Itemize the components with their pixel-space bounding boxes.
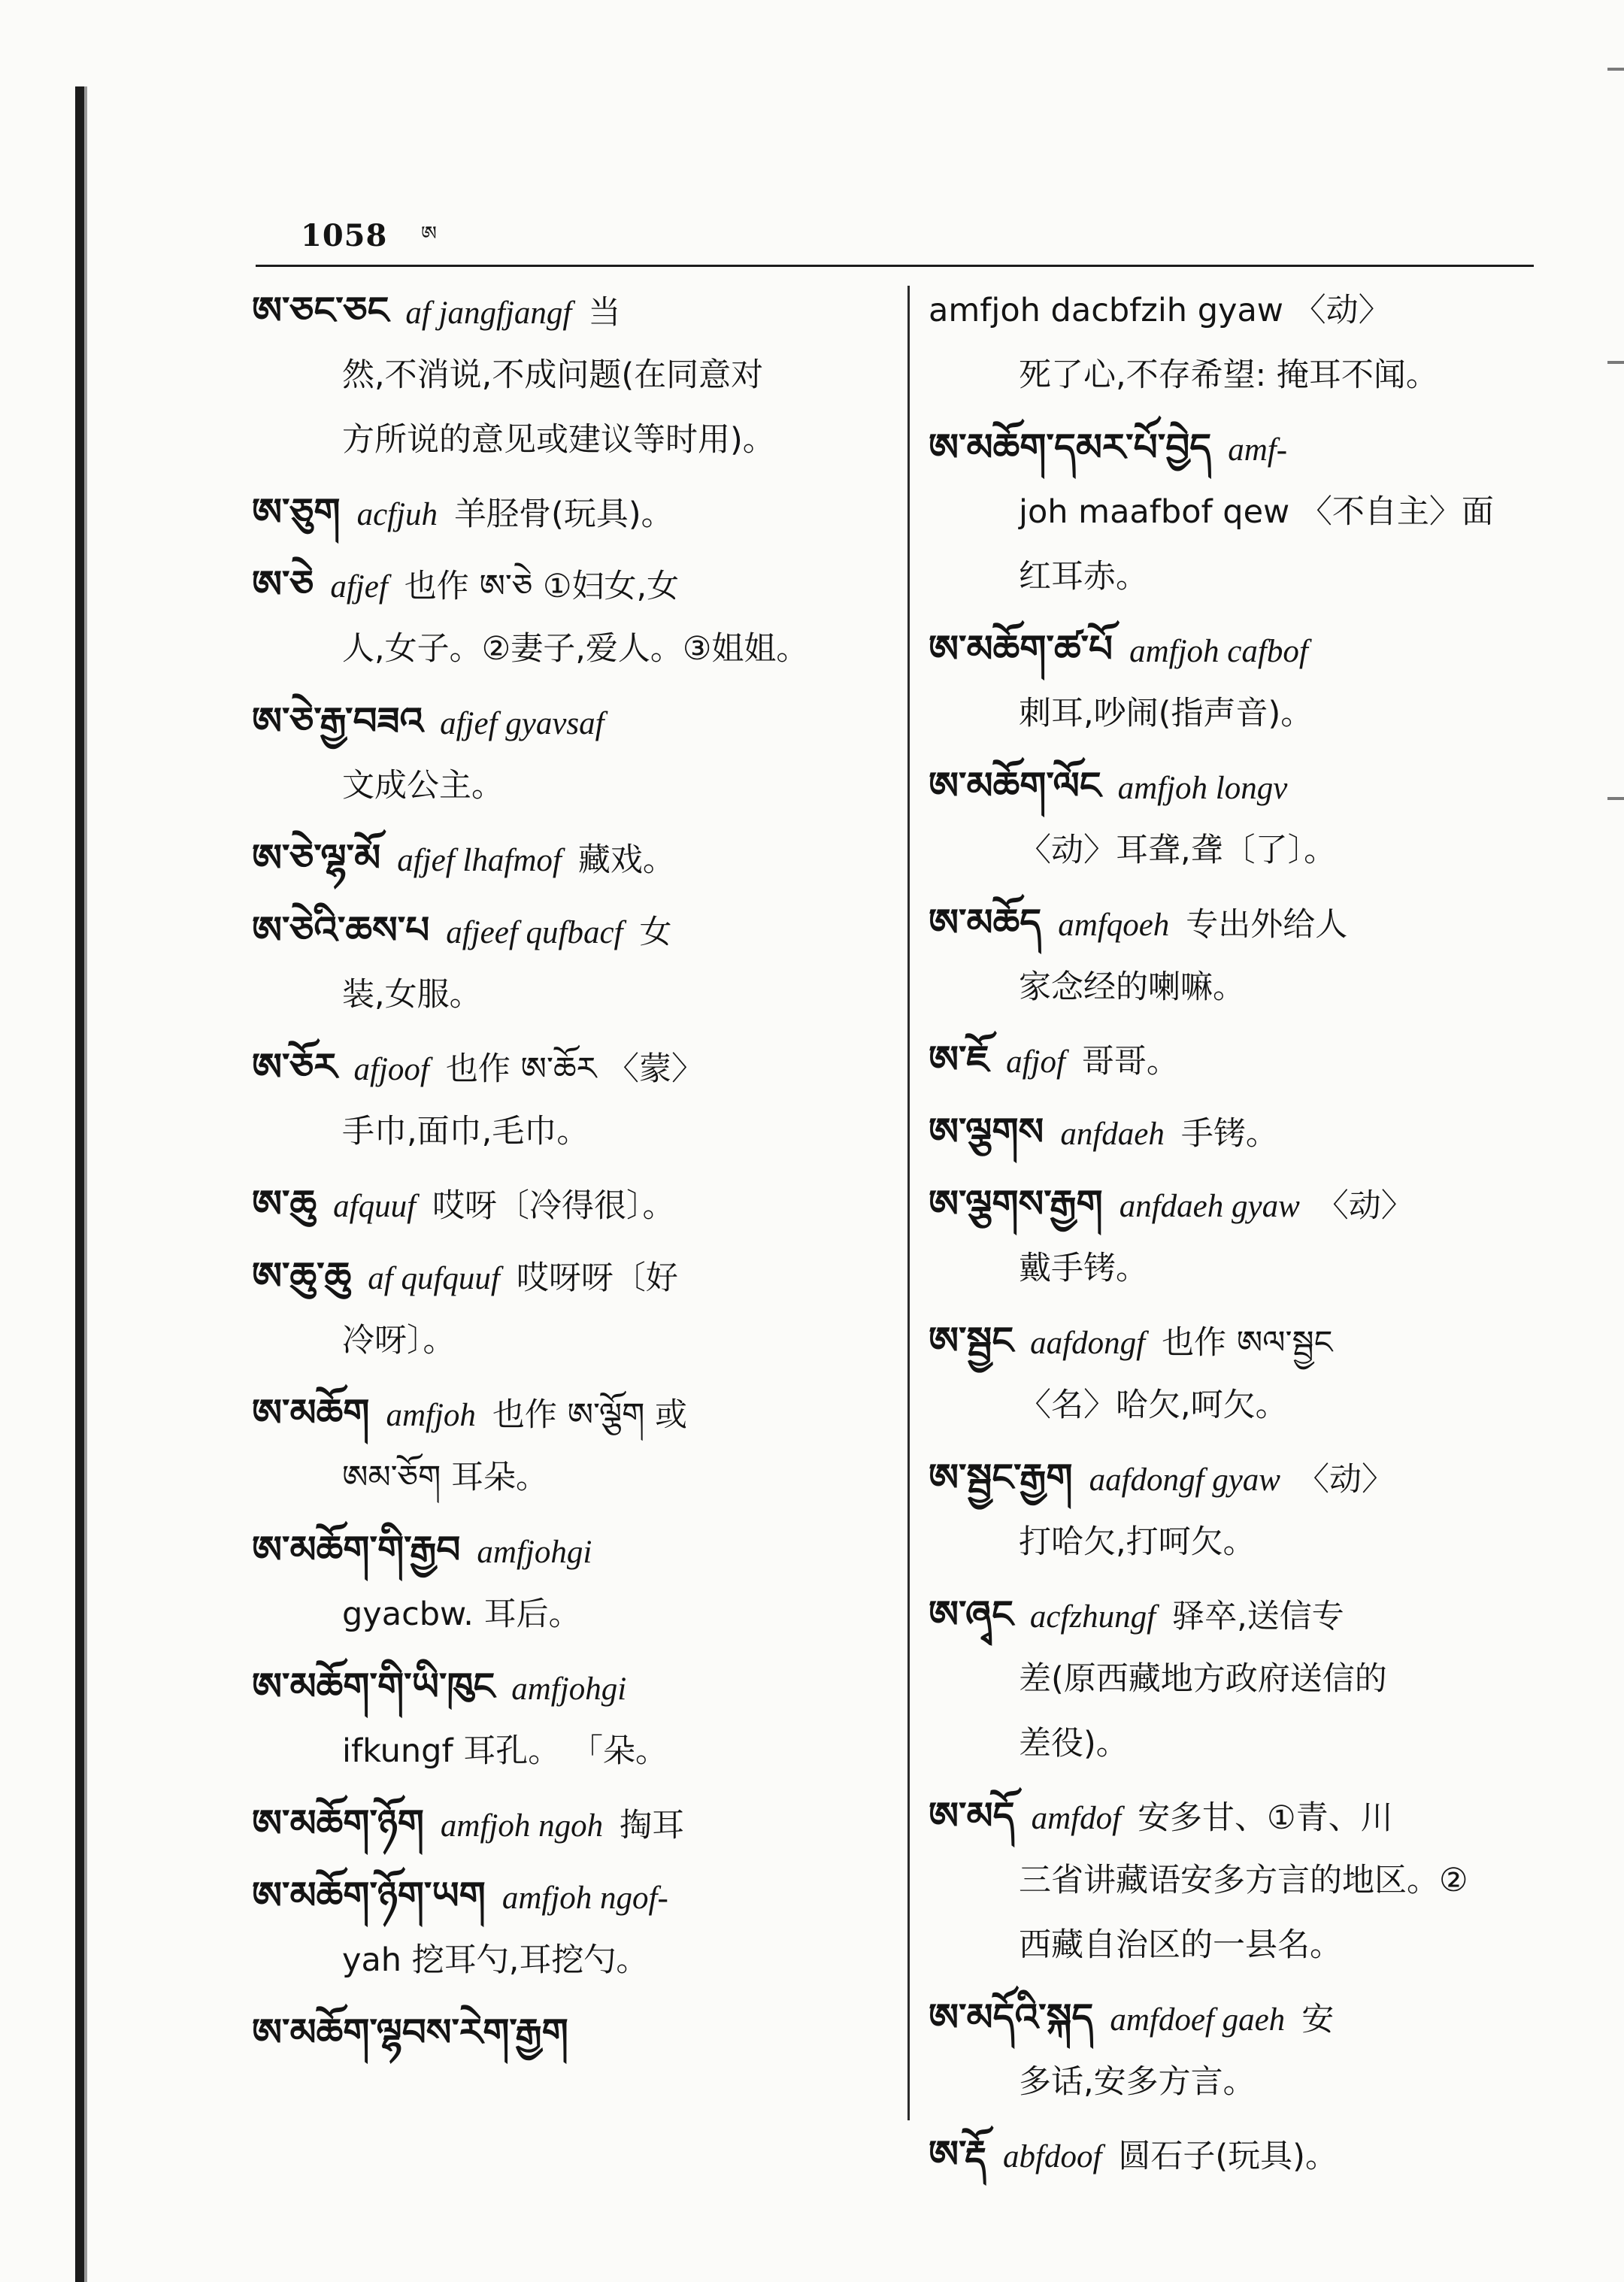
dictionary-entry: [252, 826, 891, 898]
dictionary-entry: [252, 1380, 891, 1517]
definition-text: 家念经的喇嘛。: [1019, 968, 1245, 1006]
definition-text: 人,女子。②妻子,爱人。③姐姐。: [342, 630, 809, 668]
entry-continuation: [252, 1582, 891, 1647]
definition-text: 装,女服。: [342, 976, 482, 1014]
entry-headline: [929, 1985, 1553, 2050]
definition-text: joh maafbof qew 〈不自主〉面: [1019, 493, 1494, 531]
entry-headline: [929, 1783, 1553, 1848]
dictionary-entry: [252, 480, 891, 552]
definition-text: 打哈欠,打呵欠。: [1019, 1523, 1256, 1561]
entry-continuation: [252, 343, 891, 408]
definition-text: 哎呀呀〔好: [516, 1259, 678, 1297]
romanization: afjeef qufbacf: [446, 915, 623, 950]
dictionary-entry: [929, 1582, 1553, 1783]
dictionary-entry: [929, 278, 1553, 415]
tibetan-headword: ཨ་ལྕགས་རྒྱག: [929, 1182, 1103, 1226]
entry-continuation: [929, 955, 1553, 1020]
definition-text: 文成公主。: [342, 767, 504, 805]
dictionary-entry: [252, 689, 891, 826]
tibetan-headword: ཨ་མདོའི་སྐད: [929, 1996, 1094, 2039]
dictionary-entry: [252, 1035, 891, 1171]
definition-text: 差(原西藏地方政府送信的: [1019, 1660, 1387, 1698]
entry-headline: [929, 1099, 1553, 1164]
definition-text: 然,不消说,不成问题(在同意对: [342, 356, 764, 394]
entry-headline: [252, 689, 891, 753]
definition-text: 女: [639, 914, 672, 951]
dictionary-entry: [252, 2000, 891, 2072]
dictionary-entry: [929, 1099, 1553, 1171]
definition-text: 也作 ཨ་ཆོར 〈蒙〉: [445, 1050, 704, 1088]
romanization: anfdaeh: [1060, 1117, 1165, 1152]
entry-continuation: [252, 1928, 891, 1993]
entry-continuation: [929, 1848, 1553, 1913]
page-spine-edge: [84, 86, 87, 2282]
definition-text: amfjoh dacbfzih gyaw 〈动〉: [929, 292, 1391, 329]
romanization: amfjohgi: [511, 1671, 627, 1707]
entry-headline: [929, 753, 1553, 818]
tibetan-headword: ཨ་ཅེ: [252, 562, 314, 606]
tibetan-headword: ཨ་ཞྭང: [929, 1593, 1013, 1636]
tibetan-headword: ཨ་ཅང་ཅང: [252, 289, 389, 332]
definition-text: 也作 ཨལ་སྦྱང: [1162, 1324, 1333, 1362]
entry-headline: [252, 552, 891, 617]
dictionary-entry: [929, 1308, 1553, 1445]
definition-text: 也作 ཨ་ལྕོག 或: [492, 1396, 688, 1434]
entry-headline: [252, 1244, 891, 1308]
tibetan-headword: ཨ་སྦྱང: [929, 1319, 1014, 1362]
dictionary-entry: [252, 1517, 891, 1654]
tibetan-headword: ཨ་ཅེ་ལྷ་མོ: [252, 836, 381, 880]
tibetan-headword: ཨ་མདོ: [929, 1794, 1015, 1838]
entry-continuation: [929, 681, 1553, 746]
tibetan-headword: ཨ་ཅོར: [252, 1045, 338, 1089]
definition-text: 安: [1301, 2001, 1335, 2038]
romanization: anfdaeh gyaw: [1119, 1189, 1300, 1224]
tibetan-headword: ཨ་མཆོག་ལོང: [929, 764, 1101, 808]
dictionary-entry: [929, 1027, 1553, 1099]
dictionary-entry: [252, 278, 891, 480]
entry-headline: [929, 278, 1553, 343]
entry-headline: [252, 826, 891, 890]
definition-text: gyacbw. 耳后。: [342, 1596, 581, 1633]
entry-headline: [252, 1171, 891, 1236]
definition-text: 多话,安多方言。: [1019, 2063, 1256, 2101]
tibetan-headword: ཨ་ཅུག: [252, 490, 341, 534]
definition-text: 〈动〉: [1296, 1461, 1394, 1499]
entry-continuation: [252, 408, 891, 472]
romanization: amfdof: [1031, 1801, 1122, 1836]
tibetan-headword: ཨ་རྡོ: [929, 2132, 986, 2176]
definition-text: 哥哥。: [1081, 1043, 1179, 1080]
tibetan-headword: ཨ་མཆོག་ཉོག: [252, 1802, 424, 1845]
dictionary-entry: [252, 898, 891, 1035]
tibetan-headword: ཨ་ཇོ: [929, 1038, 990, 1081]
tibetan-headword: ཨ་མཆོད: [929, 901, 1042, 944]
definition-text: 〈动〉: [1316, 1187, 1413, 1225]
entry-continuation: [929, 1647, 1553, 1711]
romanization: amfjoh: [386, 1398, 476, 1433]
entry-continuation: [252, 1308, 891, 1373]
dictionary-entry: [929, 1445, 1553, 1582]
romanization: amfdoef gaeh: [1110, 2002, 1286, 2038]
definition-text: 专出外给人: [1186, 906, 1348, 944]
definition-text: 冷呀〕。: [342, 1322, 456, 1359]
tibetan-headword: ཨ་སྦྱང་རྒྱག: [929, 1456, 1073, 1499]
dictionary-entry: [252, 1654, 891, 1791]
definition-text: ifkungf 耳孔。 「朵。: [342, 1732, 668, 1770]
entry-headline: [929, 1582, 1553, 1647]
entry-continuation: [252, 1099, 891, 1164]
right-column: [929, 278, 1553, 2194]
dictionary-entry: [252, 1863, 891, 2000]
entry-headline: [929, 890, 1553, 955]
dictionary-entry: [252, 552, 891, 689]
dictionary-entry: [929, 617, 1553, 753]
entry-headline: [929, 415, 1553, 480]
entry-continuation: [252, 1445, 891, 1510]
entry-headline: [252, 1517, 891, 1582]
dictionary-entry: [252, 1171, 891, 1244]
definition-text: 也作 ཨ་ཅེ ①妇女,女: [404, 568, 680, 605]
dictionary-entry: [929, 1171, 1553, 1308]
dictionary-entry: [252, 1244, 891, 1380]
dictionary-entry: [252, 1791, 891, 1863]
definition-text: 掏耳: [620, 1807, 685, 1844]
edge-tick: [1607, 361, 1624, 364]
dictionary-entry: [929, 2122, 1553, 2194]
tibetan-headword: ཨ་ཅེའི་ཆས་པ: [252, 908, 430, 952]
definition-text: 安多甘、①青、川: [1138, 1799, 1393, 1837]
definition-text: 方所说的意见或建议等时用)。: [342, 421, 775, 459]
dictionary-entry: [929, 415, 1553, 617]
entry-headline: [252, 278, 891, 343]
entry-continuation: [929, 2050, 1553, 2114]
tibetan-headword: ཨ་ཆུ: [252, 1182, 317, 1226]
dictionary-entry: [929, 1783, 1553, 1985]
header-rule: [256, 265, 1534, 267]
entry-continuation: [929, 1913, 1553, 1977]
romanization: afjoof: [353, 1052, 429, 1087]
column-divider: [907, 286, 910, 2120]
romanization: amfjohgi: [477, 1535, 592, 1570]
entry-headline: [929, 2122, 1553, 2187]
definition-text: 刺耳,吵闹(指声音)。: [1019, 695, 1313, 732]
definition-text: 哎呀〔冷得很〕。: [432, 1187, 675, 1225]
entry-headline: [929, 1171, 1553, 1236]
edge-tick: [1607, 68, 1624, 71]
definition-text: 圆石子(玩具)。: [1118, 2138, 1338, 2175]
romanization: amf-: [1228, 432, 1288, 468]
definition-text: 羊胫骨(玩具)。: [454, 495, 674, 533]
entry-continuation: [929, 818, 1553, 883]
romanization: afjef: [330, 569, 388, 605]
romanization: acfjuh: [356, 497, 438, 532]
romanization: acfzhungf: [1029, 1599, 1156, 1635]
dictionary-entry: [929, 753, 1553, 890]
entry-continuation: [929, 480, 1553, 544]
tibetan-headword: ཨ་མཆོག་དམར་པོ་བྱེད: [929, 426, 1212, 469]
definition-text: yah 挖耳勺,耳挖勺。: [342, 1941, 649, 1979]
romanization: af qufquuf: [368, 1261, 500, 1296]
entry-continuation: [929, 1373, 1553, 1438]
romanization: aafdongf: [1030, 1326, 1146, 1361]
entry-continuation: [252, 962, 891, 1027]
tibetan-headword: ཨ་ཅེ་རྒྱ་བཟའ: [252, 699, 424, 743]
edge-tick: [1607, 797, 1624, 800]
definition-text: 红耳赤。: [1019, 558, 1148, 596]
entry-continuation: [929, 1510, 1553, 1574]
dictionary-entry: [929, 1985, 1553, 2122]
entry-headline: [929, 1308, 1553, 1373]
tibetan-headword: ཨ་ལྕགས: [929, 1110, 1044, 1153]
tibetan-headword: ཨ་མཆོག: [252, 1391, 370, 1435]
romanization: amfjoh cafbof: [1129, 634, 1308, 669]
romanization: afjef gyavsaf: [440, 706, 604, 741]
romanization: af jangfjangf: [405, 295, 572, 331]
tibetan-headword: ཨ་མཆོག་ཚ་པོ: [929, 627, 1113, 671]
tibetan-headword: ཨ་མཆོག་གི་ཡི་ཁུང: [252, 1665, 495, 1708]
romanization: abfdoof: [1003, 2139, 1102, 2174]
entry-headline: [929, 1027, 1553, 1092]
definition-text: ཨམ་ཅོག 耳朵。: [342, 1459, 548, 1496]
definition-text: 死了心,不存希望: 掩耳不闻。: [1019, 356, 1438, 394]
left-column: [252, 278, 891, 2072]
entry-continuation: [252, 617, 891, 681]
entry-headline: [252, 2000, 891, 2065]
entry-continuation: [929, 1711, 1553, 1776]
entry-headline: [929, 1445, 1553, 1510]
entry-continuation: [252, 1719, 891, 1783]
entry-headline: [252, 1380, 891, 1445]
entry-headline: [252, 1863, 891, 1928]
entry-continuation: [252, 753, 891, 818]
definition-text: 手铐。: [1180, 1115, 1278, 1153]
definition-text: 〈名〉哈欠,呵欠。: [1019, 1386, 1288, 1424]
definition-text: 驿卒,送信专: [1172, 1598, 1344, 1635]
entry-continuation: [929, 1236, 1553, 1301]
header-letter: ཨ: [421, 223, 437, 245]
page-number: 1058: [301, 218, 388, 253]
entry-headline: [252, 480, 891, 544]
romanization: amfjoh ngoh: [440, 1808, 604, 1844]
tibetan-headword: ཨ་མཆོག་ཉོག་ཡག: [252, 1874, 486, 1917]
page-spine-shadow: [75, 86, 84, 2282]
entry-headline: [252, 1654, 891, 1719]
entry-headline: [252, 1791, 891, 1856]
entry-headline: [252, 1035, 891, 1099]
entry-headline: [252, 898, 891, 962]
romanization: amfjoh ngof-: [501, 1880, 668, 1916]
entry-continuation: [929, 544, 1553, 609]
entry-continuation: [929, 343, 1553, 408]
romanization: afjef lhafmof: [397, 843, 562, 878]
tibetan-headword: ཨ་མཆོག་གི་རྒྱབ: [252, 1528, 461, 1571]
definition-text: 手巾,面巾,毛巾。: [342, 1113, 589, 1150]
tibetan-headword: ཨ་ཆུ་ཆུ: [252, 1254, 352, 1298]
definition-text: 西藏自治区的一县名。: [1019, 1926, 1342, 1964]
dictionary-entry: [929, 890, 1553, 1027]
romanization: amfqoeh: [1058, 908, 1170, 943]
definition-text: 当: [588, 294, 621, 332]
romanization: afjof: [1006, 1044, 1065, 1080]
definition-text: 差役)。: [1019, 1725, 1129, 1762]
romanization: afquuf: [333, 1189, 417, 1224]
romanization: aafdongf gyaw: [1089, 1462, 1280, 1498]
definition-text: 〈动〉耳聋,聋〔了〕。: [1019, 832, 1337, 869]
entry-headline: [929, 617, 1553, 681]
definition-text: 藏戏。: [577, 841, 675, 879]
definition-text: 三省讲藏语安多方言的地区。②: [1019, 1862, 1468, 1899]
tibetan-headword: ཨ་མཆོག་ལྷབས་རེག་རྒྱག: [252, 2011, 568, 2054]
romanization: amfjoh longv: [1117, 771, 1288, 806]
definition-text: 戴手铐。: [1019, 1250, 1148, 1287]
